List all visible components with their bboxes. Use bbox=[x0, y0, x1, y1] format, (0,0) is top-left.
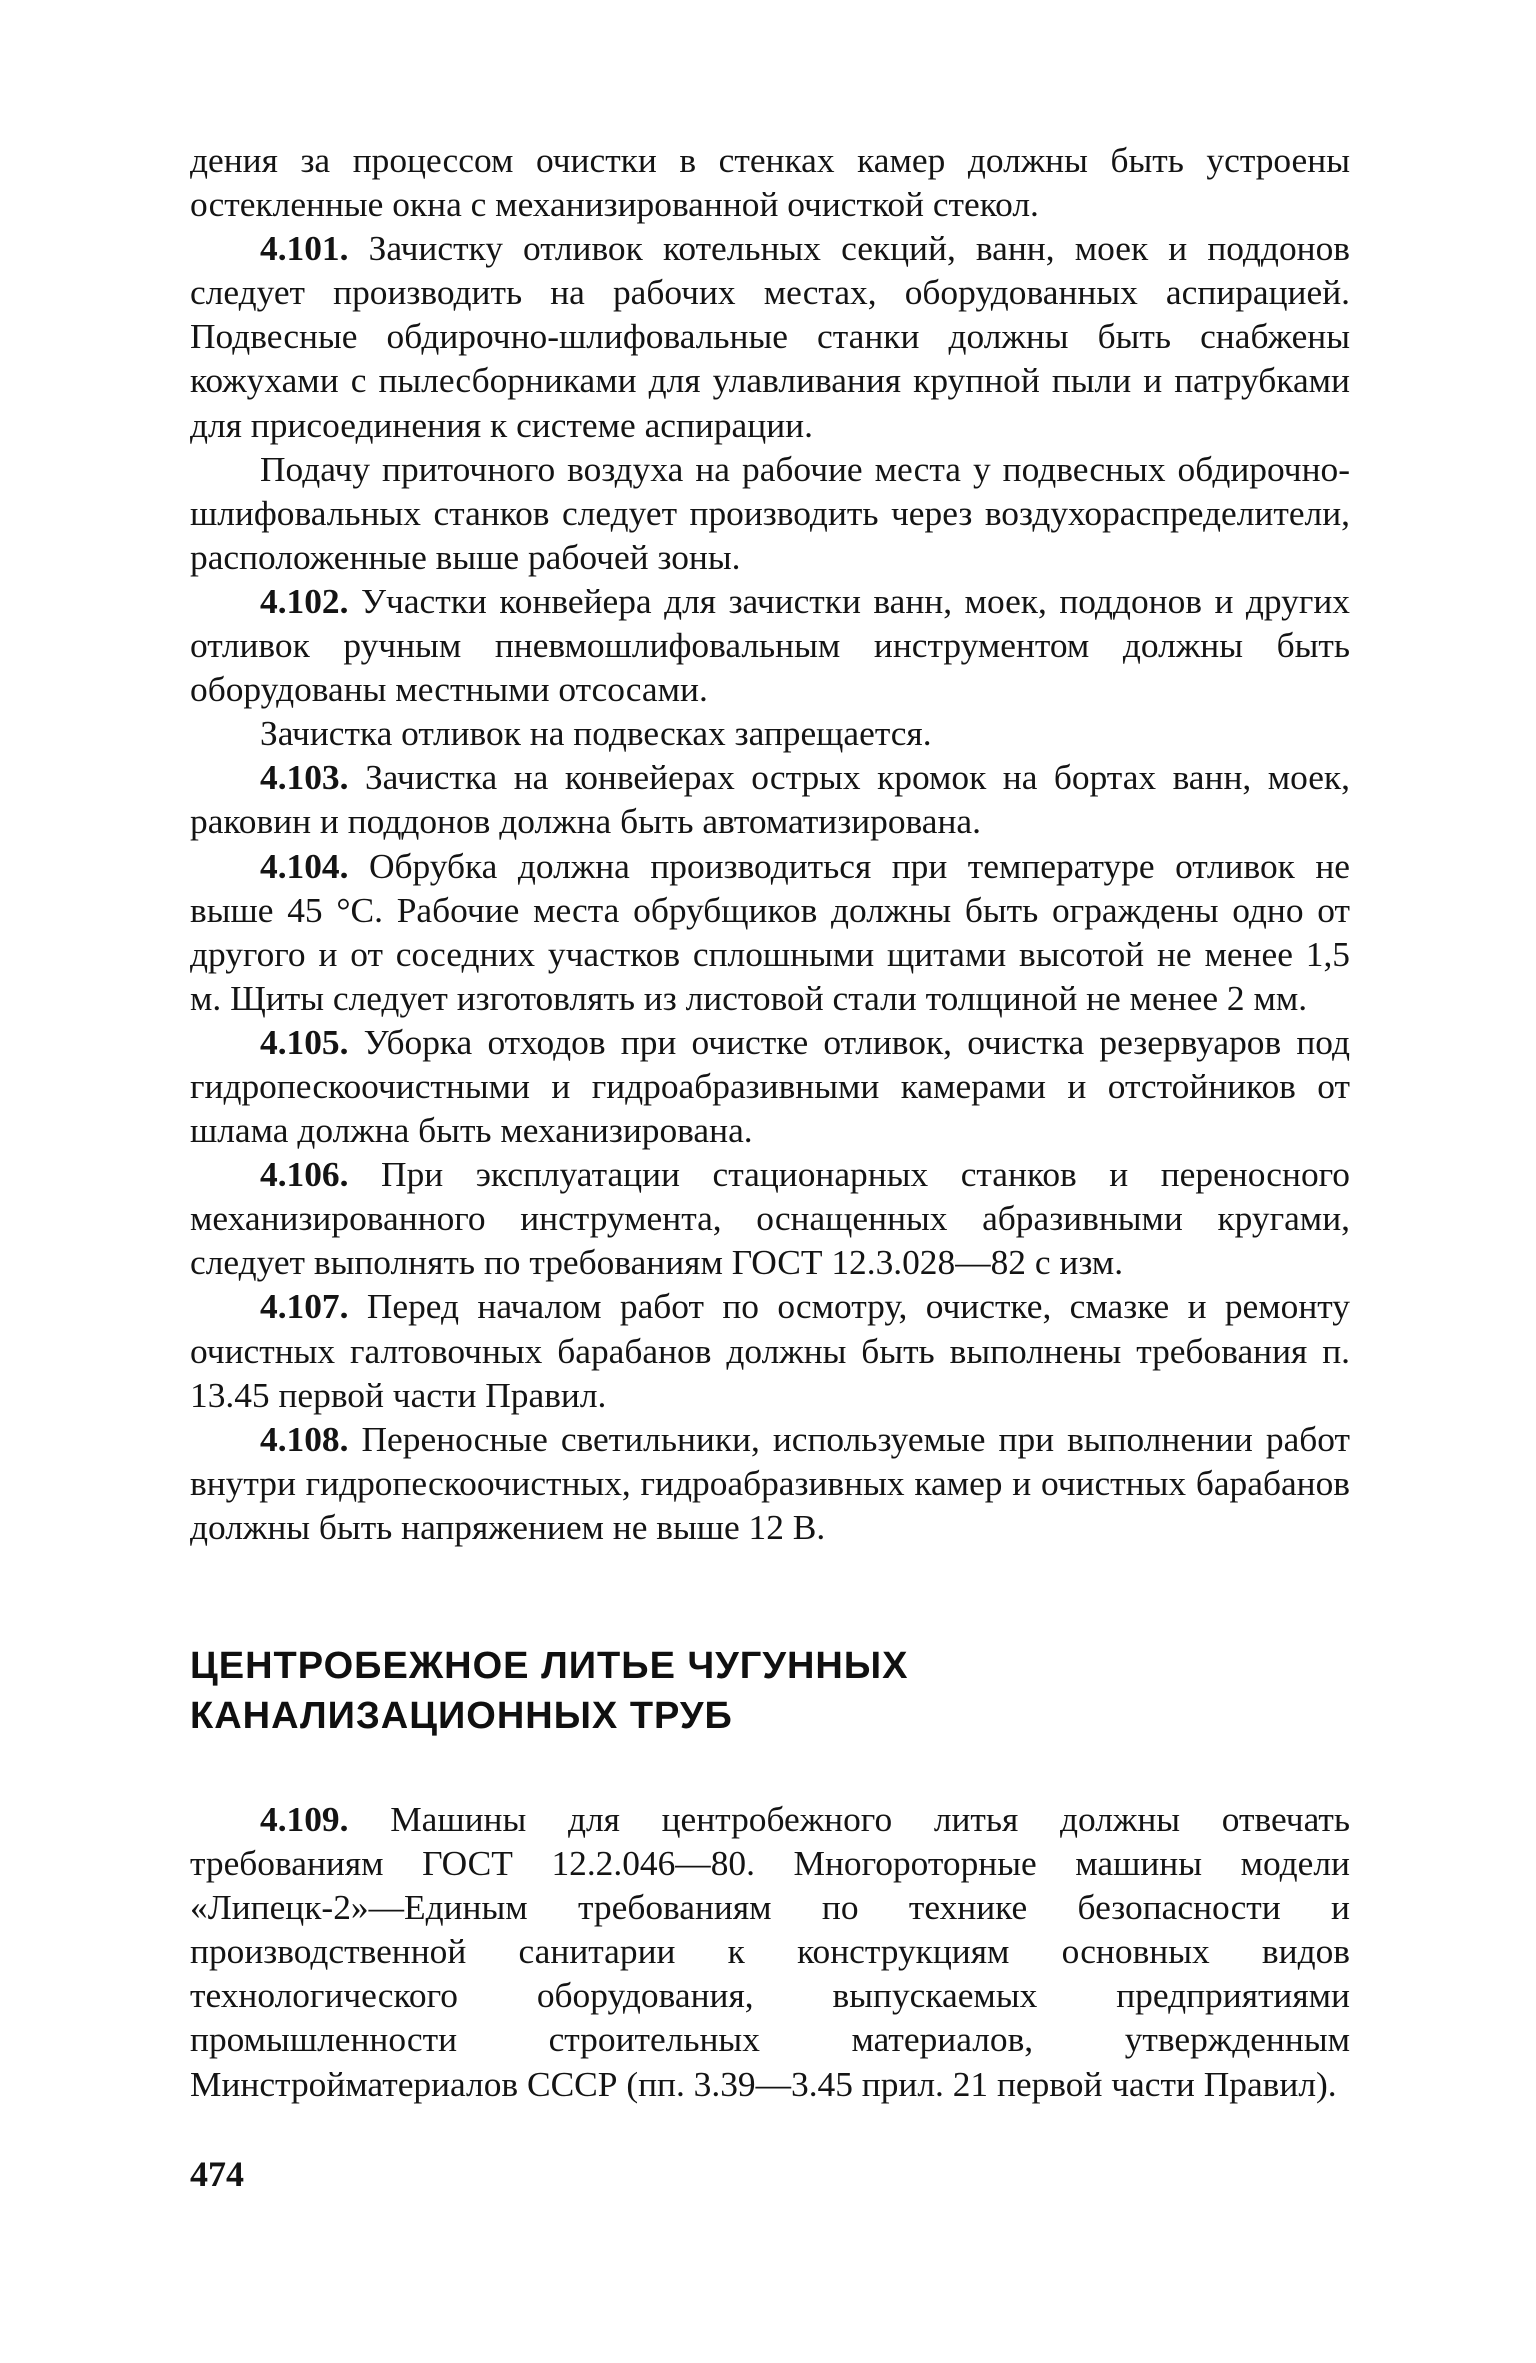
page-content bbox=[190, 138, 1350, 2196]
clause-4-101 bbox=[190, 226, 1350, 446]
section-heading bbox=[190, 1641, 1350, 1741]
clause-4-105 bbox=[190, 1020, 1350, 1152]
clause-text: Участки конвейера для зачистки ванн, моек, поддонов и других отливок ручным пневмошлифовальным инструментом должны быть оборудованы местными отсосами. bbox=[190, 580, 1350, 710]
clause-4-102 bbox=[190, 579, 1350, 711]
clause-number: 4.104. bbox=[260, 845, 349, 886]
clause-number: 4.101. bbox=[260, 228, 349, 269]
clause-text: Зачистка на конвейерах острых кромок на бортах ванн, моек, раковин и поддонов должна быть автоматизирована. bbox=[190, 757, 1350, 842]
paragraph-text: дения за процессом очистки в стенках камер должны быть устроены остекленные окна с механизированной очисткой стекол. bbox=[190, 140, 1350, 225]
clause-text: Обрубка должна производиться при температуре отливок не выше 45 °C. Рабочие места обрубщиков должны быть ограждены одно от другого и от соседних участков сплошными щитами высотой не менее 1,5 м. Щиты следует изготовлять из листовой стали толщиной не менее 2 мм. bbox=[190, 845, 1350, 1018]
paragraph-prohibition bbox=[190, 711, 1350, 755]
paragraph-text: Зачистка отливок на подвесках запрещается. bbox=[260, 713, 932, 754]
clause-4-107 bbox=[190, 1284, 1350, 1416]
clause-text: Машины для центробежного литья должны отвечать требованиям ГОСТ 12.2.046—80. Многороторные машины модели «Липецк-2»—Единым требованиям по технике безопасности и производственной санитарии к конструкциям основных видов технологического оборудования, выпускаемых предприятиями промышленности строительных материалов, утвержденным Минстройматериалов СССР (пп. 3.39—3.45 прил. 21 первой части Правил). bbox=[190, 1799, 1350, 2104]
clause-number: 4.109. bbox=[260, 1799, 349, 1839]
clause-number: 4.108. bbox=[260, 1418, 349, 1459]
clause-4-108 bbox=[190, 1417, 1350, 1549]
page-number: 474 bbox=[190, 2153, 244, 2194]
clause-number: 4.105. bbox=[260, 1021, 349, 1062]
clause-text: Уборка отходов при очистке отливок, очистка резервуаров под гидропескоочистными и гидроабразивными камерами и отстойников от шлама должна быть механизирована. bbox=[190, 1021, 1350, 1151]
clause-4-103 bbox=[190, 755, 1350, 843]
clause-number: 4.102. bbox=[260, 580, 349, 621]
section-heading-line-2: КАНАЛИЗАЦИОННЫХ ТРУБ bbox=[190, 1695, 733, 1737]
clause-4-109 bbox=[190, 1797, 1350, 2106]
clause-text: Перед началом работ по осмотру, очистке, смазке и ремонту очистных галтовочных барабанов должны быть выполнены требования п. 13.45 первой части Правил. bbox=[190, 1286, 1350, 1415]
clause-4-104 bbox=[190, 844, 1350, 1020]
paragraph-air-supply bbox=[190, 447, 1350, 579]
clause-number: 4.106. bbox=[260, 1154, 349, 1195]
clause-text: При эксплуатации стационарных станков и переносного механизированного инструмента, оснащенных абразивными кругами, следует выполнять по требованиям ГОСТ 12.3.028—82 с изм. bbox=[190, 1154, 1350, 1283]
clause-text: Переносные светильники, используемые при выполнении работ внутри гидропескоочистных, гидроабразивных камер и очистных барабанов должны быть напряжением не выше 12 В. bbox=[190, 1418, 1350, 1547]
clause-text: Зачистку отливок котельных секций, ванн, моек и поддонов следует производить на рабочих местах, оборудованных аспирацией. Подвесные обдирочно-шлифовальные станки должны быть снабжены кожухами с пылесборниками для улавливания крупной пыли и патрубками для присоединения к системе аспирации. bbox=[190, 228, 1350, 445]
clause-number: 4.103. bbox=[260, 757, 349, 798]
clause-number: 4.107. bbox=[260, 1286, 349, 1327]
clause-4-106 bbox=[190, 1152, 1350, 1284]
section-heading-line-1: ЦЕНТРОБЕЖНОЕ ЛИТЬЕ ЧУГУННЫХ bbox=[190, 1645, 909, 1687]
paragraph-text: Подачу приточного воздуха на рабочие места у подвесных обдирочно-шлифовальных станков следует производить через воздухораспределители, расположенные выше рабочей зоны. bbox=[190, 448, 1350, 577]
paragraph-continuation bbox=[190, 138, 1350, 226]
